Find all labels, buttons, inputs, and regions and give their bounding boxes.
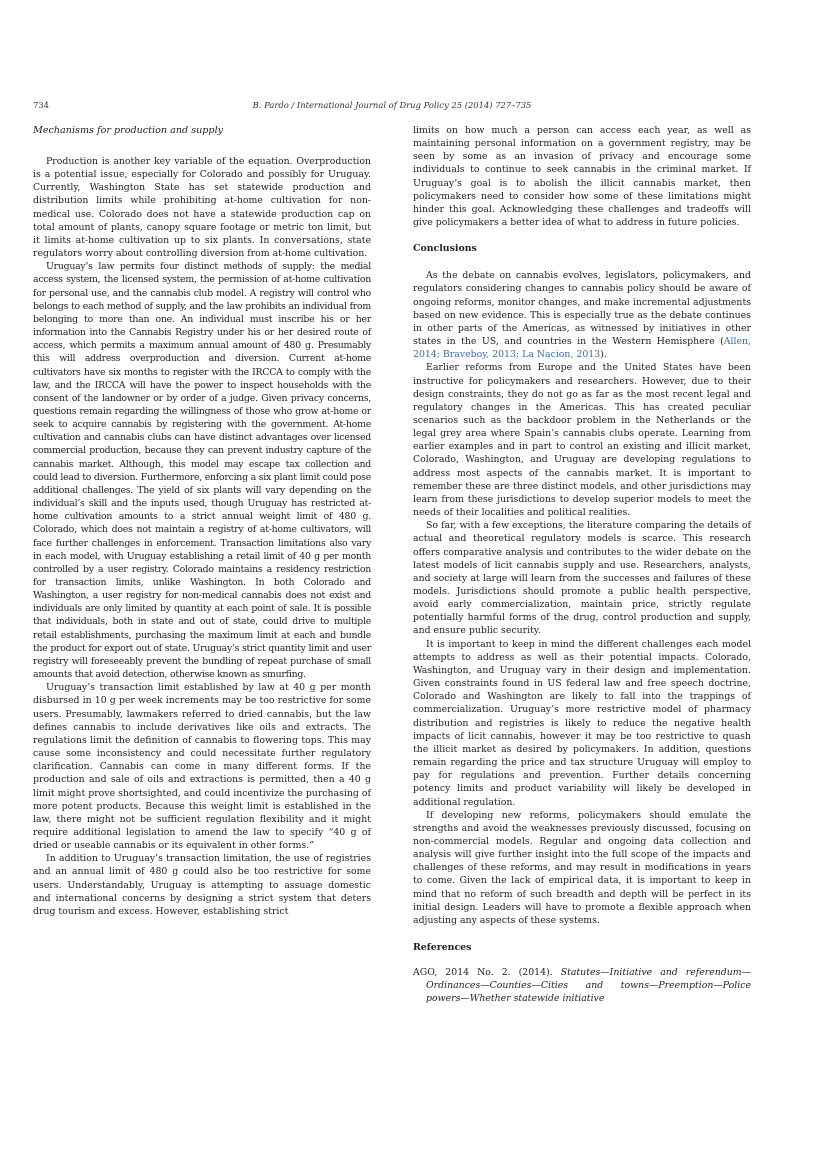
conclusion-1-text: As the debate on cannabis evolves, legislators, policymakers, and regulators considering changes to cannabis policy should be aware of ongoing reforms, monitor changes, and make incremental adjustments based on new evidence. This is especially true as the debate continues in other parts of the Americas, as witnessed by initiatives in other states in the US, and countries in the Western Hemisphere ( (413, 270, 751, 348)
running-header (33, 100, 751, 114)
conclusion-1-end: ). (600, 349, 607, 361)
references-heading: References (413, 942, 472, 954)
paragraph-conclusion-1 (413, 269, 751, 361)
left-column (33, 124, 371, 918)
citation-links[interactable]: Allen, 2014; Braveboy, 2013; La Nacion, 2013 (413, 336, 751, 361)
reference-list (413, 966, 751, 1005)
subsection-heading: Mechanisms for production and supply (33, 125, 224, 136)
reference-title: Statutes—Initiative and referendum—Ordinances—Counties—Cities and towns—Preemption—Police powers—Whether statewide initiative (426, 967, 751, 1005)
paragraph-transaction-limit: Uruguay’s transaction limit established by law at 40 g per month disbursed in 10 g per week increments may be too restrictive for some users. Presumably, lawmakers referred to dried cannabis, but the law defines cannabis to include derivatives like oils and extracts. The regulations limit the definition of cannabis to flowering tops. This may cause some inconsistency and could necessitate further regulatory clarification. Cannabis can come in many different forms. If the production and sale of oils and extractions is permitted, then a 40 g limit might prove shortsighted, and could incentivize the purchasing of more potent products. Because this weight limit is established in the law, there might not be sufficient regulation flexibility and it might require additional legislation to amend the law to specify “40 g of dried or useable cannabis or its equivalent in other forms.” (33, 682, 371, 852)
paragraph-conclusion-3: So far, with a few exceptions, the literature comparing the details of actual and theoretical regulatory models is scarce. This research offers comparative analysis and contributes to the wider debate on the latest models of licit cannabis supply and use. Researchers, analysts, and society at large will learn from the successes and failures of these models. Jurisdictions should promote a public health perspective, avoid early commercialization, maintain price, strictly regulate potentially harmful forms of the drug, control production and supply, and ensure public security. (413, 520, 751, 637)
reference-item (413, 966, 751, 1005)
paragraph-supply-methods: Uruguay’s law permits four distinct methods of supply: the medial access system, the licensed system, the permission of at-home cultivation for personal use, and the cannabis club model. A registry will control who belongs to each method of supply, and the law prohibits an individual from belonging to more than one. An individual must inscribe his or her information into the Cannabis Registry under his or her desired route of access, which permits a maximum annual amount of 480 g. Presumably this will address overproduction and diversion. Current at-home cultivators have six months to register with the IRCCA to comply with the law, and the IRCCA will have the power to inspect households with the consent of the landowner or by order of a judge. Given privacy concerns, questions remain regarding the willingness of those who grow at-home or seek to acquire cannabis by registering with the government. At-home cultivation and cannabis clubs can have distinct advantages over licensed commercial production, because they can prevent industry capture of the cannabis market. Although, this model may escape tax collection and could lead to diversion. Furthermore, enforcing a six plant limit could pose additional challenges. The yield of six plants will vary depending on the individual’s skill and the inputs used, though Uruguay has restricted at-home cultivation amounts to a strict annual weight limit of 480 g. Colorado, which does not maintain a registry of at-home cultivators, will face further challenges in enforcement. Transaction limitations also vary in each model, with Uruguay establishing a retail limit of 40 g per month controlled by a user registry. Colorado maintains a residency restriction for transaction limits, unlike Washington. In both Colorado and Washington, a user registry for non-medical cannabis does not exist and individuals are only limited by quantity at each point of sale. It is possible that individuals, both in state and out of state, could drive to multiple retail establishments, purchasing the maximum limit at each and bundle the product for export out of state. Uruguay’s strict quantity limit and user registry will foreseeably prevent the bundling of repeat purchase of small amounts that avoid detection, otherwise known as smurfing. (33, 261, 371, 681)
paragraph-conclusion-5: If developing new reforms, policymakers should emulate the strengths and avoid the weaknesses previously discussed, focusing on non-commercial models. Regular and ongoing data collection and analysis will give further insight into the full scope of the impacts and challenges of these reforms, and may result in modifications in years to come. Given the lack of empirical data, it is important to keep in mind that no reform of such breadth and depth will be perfect in its initial design. Leaders will have to promote a flexible approach when adjusting any aspects of these systems. (413, 809, 751, 926)
paragraph-conclusion-2: Earlier reforms from Europe and the United States have been instructive for policymakers and researchers. However, due to their design constraints, they do not go as far as the most recent legal and regulatory changes in the Americas. This has created peculiar scenarios such as the backdoor problem in the Netherlands or the legal grey area where Spain’s cannabis clubs operate. Learning from earlier examples and in part to control an existing and illicit market, Colorado, Washington, and Uruguay are developing regulations to address most aspects of the cannabis market. It is important to remember these are three distinct models, and other jurisdictions may learn from these jurisdictions to develop superior models to meet the needs of their localities and political realities. (413, 362, 751, 519)
paragraph-registries: In addition to Uruguay’s transaction limitation, the use of registries and an annual limit of 480 g could also be too restrictive for some users. Understandably, Uruguay is attempting to assuage domestic and international concerns by designing a strict system that deters drug tourism and excess. However, establishing strict (33, 853, 371, 917)
page-number: 734 (33, 100, 49, 110)
journal-citation: B. Pardo / International Journal of Drug Policy 25 (2014) 727–735 (252, 100, 532, 110)
right-column (413, 124, 751, 1006)
conclusions-heading: Conclusions (413, 243, 477, 255)
paragraph-continued: limits on how much a person can access each year, as well as maintaining personal information on a government registry, may be seen by some as an invasion of privacy and encourage some individuals to continue to seek cannabis in the criminal market. If Uruguay’s goal is to abolish the illicit cannabis market, then policymakers need to consider how some of these limitations might hinder this goal. Acknowledging these challenges and tradeoffs will give policymakers a better idea of what to address in future policies. (413, 125, 751, 229)
paragraph-production: Production is another key variable of the equation. Overproduction is a potential issue, especially for Colorado and possibly for Uruguay. Currently, Washington State has set statewide production and distribution limits while prohibiting at-home cultivation for non-medical use. Colorado does not have a statewide production cap on total amount of plants, canopy square footage or metric ton limit, but it limits at-home cultivation up to six plants. In conversations, state regulators worry about controlling diversion from at-home cultivation. (33, 156, 371, 260)
reference-lead: AGO, 2014 No. 2. (2014). (413, 967, 561, 979)
paragraph-conclusion-4: It is important to keep in mind the different challenges each model attempts to address as well as their potential impacts. Colorado, Washington, and Uruguay vary in their design and implementation. Given constraints found in US federal law and free speech doctrine, Colorado and Washington are likely to fall into the trappings of commercialization. Uruguay’s more restrictive model of pharmacy distribution and registries is likely to reduce the negative health impacts of licit cannabis, however it may be too restrictive to quash the illicit market as desired by policymakers. In addition, questions remain regarding the price and tax structure Uruguay will employ to pay for regulations and prevention. Further details concerning potency limits and product variability will likely be developed in additional regulation. (413, 638, 751, 808)
